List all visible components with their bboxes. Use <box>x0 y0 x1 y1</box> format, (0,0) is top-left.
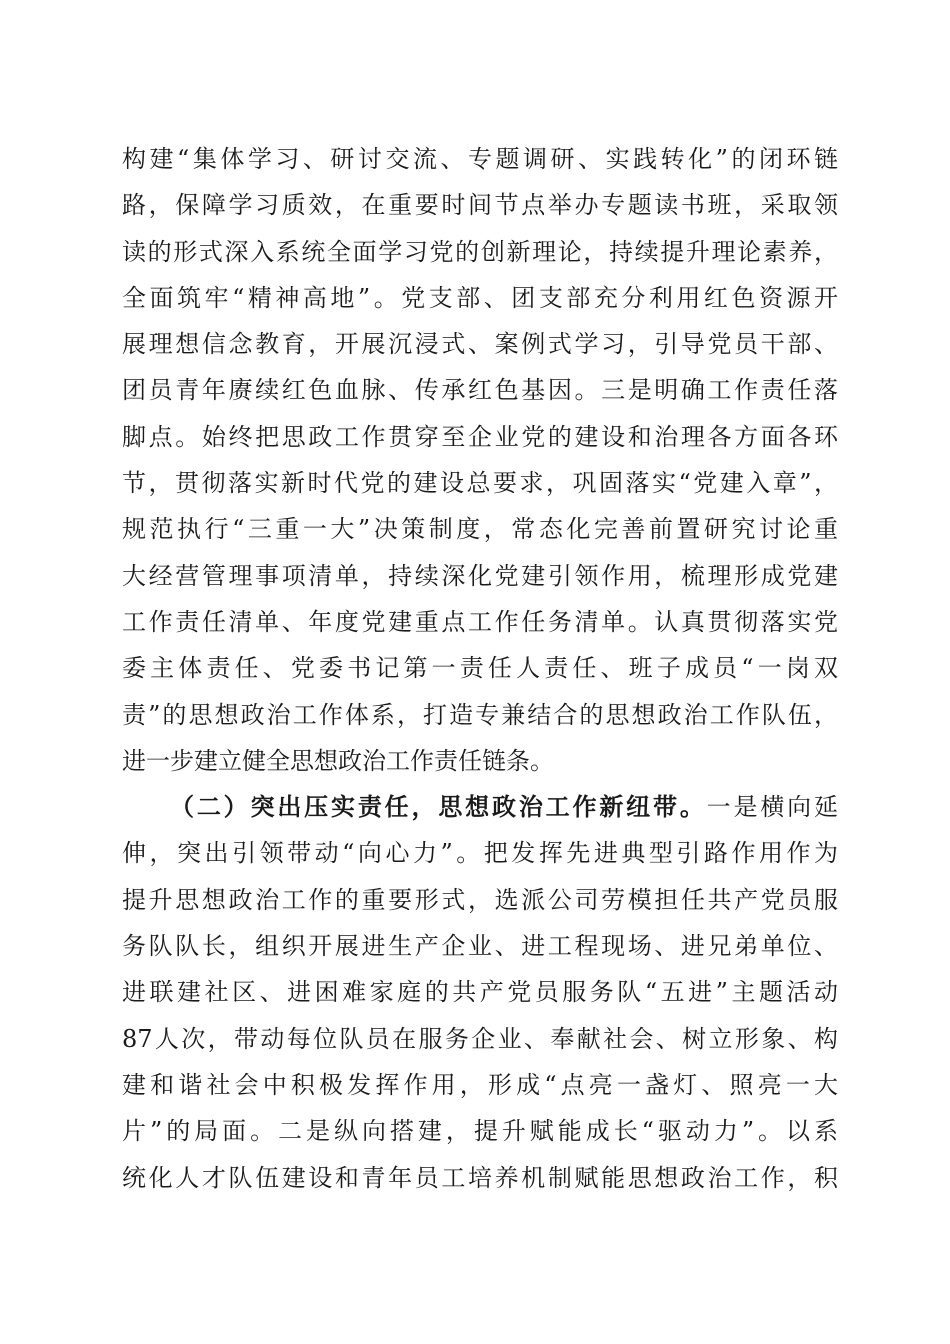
section-heading-line <box>122 784 838 830</box>
paragraph-line: 全面筑牢“精神高地”。党支部、团支部充分利用红色资源开 <box>122 283 838 312</box>
paragraph-line: 进一步建立健全思想政治工作责任链条。 <box>122 746 554 775</box>
document-body <box>122 136 838 1201</box>
paragraph-line: 委主体责任、党委书记第一责任人责任、班子成员“一岗双 <box>122 654 838 683</box>
paragraph-line: 团员青年赓续红色血脉、传承红色基因。三是明确工作责任落 <box>122 376 838 405</box>
paragraph-line: 责”的思想政治工作体系，打造专兼结合的思想政治工作队伍， <box>122 700 838 729</box>
paragraph-line: 提升思想政治工作的重要形式，选派公司劳模担任共产党员服 <box>122 885 838 914</box>
paragraph-line: 路，保障学习质效，在重要时间节点举办专题读书班，采取领 <box>122 191 838 220</box>
paragraph-line: 建和谐社会中积极发挥作用，形成“点亮一盏灯、照亮一大 <box>122 1070 838 1099</box>
section-heading-rest: 一是横向延 <box>706 793 838 822</box>
paragraph-line: 片”的局面。二是纵向搭建，提升赋能成长“驱动力”。以系 <box>122 1117 838 1146</box>
paragraph-line: 规范执行“三重一大”决策制度，常态化完善前置研究讨论重 <box>122 515 838 544</box>
section-heading: （二）突出压实责任，思想政治工作新纽带。 <box>170 792 707 822</box>
paragraph-line: 务队队长，组织开展进生产企业、进工程现场、进兄弟单位、 <box>122 932 838 961</box>
paragraph-line: 大经营管理事项清单，持续深化党建引领作用，梳理形成党建 <box>122 561 838 590</box>
paragraph-line: 脚点。始终把思政工作贯穿至企业党的建设和治理各方面各环 <box>122 422 838 451</box>
paragraph-line: 展理想信念教育，开展沉浸式、案例式学习，引导党员干部、 <box>122 330 838 359</box>
paragraph-line: 87人次，带动每位队员在服务企业、奉献社会、树立形象、构 <box>122 1024 838 1053</box>
paragraph-line: 统化人才队伍建设和青年员工培养机制赋能思想政治工作，积 <box>122 1163 838 1192</box>
paragraph-line: 节，贯彻落实新时代党的建设总要求，巩固落实“党建入章”， <box>122 469 838 498</box>
paragraph-line: 伸，突出引领带动“向心力”。把发挥先进典型引路作用作为 <box>122 839 838 868</box>
paragraph-line: 构建“集体学习、研讨交流、专题调研、实践转化”的闭环链 <box>122 145 838 173</box>
paragraph-line: 读的形式深入系统全面学习党的创新理论，持续提升理论素养， <box>122 237 838 266</box>
paragraph-line: 工作责任清单、年度党建重点工作任务清单。认真贯彻落实党 <box>122 607 838 636</box>
paragraph-line: 进联建社区、进困难家庭的共产党员服务队“五进”主题活动 <box>122 978 838 1007</box>
